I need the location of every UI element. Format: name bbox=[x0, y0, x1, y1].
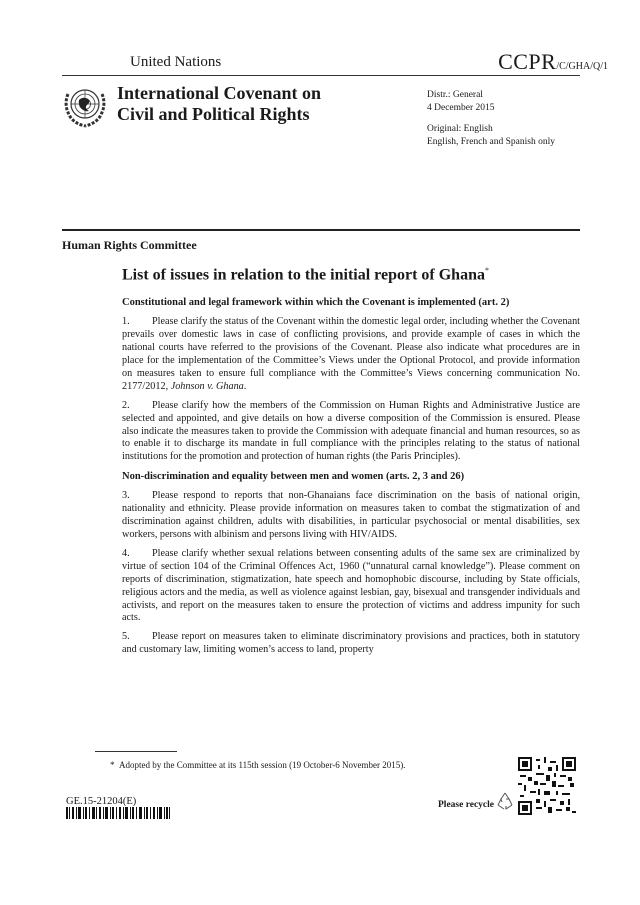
section-heading: Constitutional and legal framework within which the Covenant is implemented (art. 2) bbox=[122, 297, 510, 309]
document-body bbox=[122, 266, 580, 663]
paragraph: 1. Please clarify the status of the Covenant within the domestic legal order, including whether the Covenant prevails over domestic laws in case of conflicting provisions, and provide example of cases in which the national courts have referred to the provisions of the Covenant. Please also indicate what procedures are in place for the implementation of the Committee’s Views under the Optional Protocol, and provide information on measures taken to ensure full compliance with the Committee’s Views concerning communication No. 2177/2012, Johnson v. Ghana. bbox=[122, 316, 580, 392]
distribution: Distr.: General bbox=[427, 90, 483, 100]
original-language: Original: English bbox=[427, 124, 493, 134]
footnote: * Adopted by the Committee at its 115th session (19 October-6 November 2015). bbox=[110, 760, 406, 770]
job-number: GE.15-21204(E) bbox=[66, 796, 137, 807]
paragraph: 3. Please respond to reports that non-Ghanaians face discrimination on the basis of national origin, nationality and ethnicity. Please provide information on measures taken to combat the stigmatization of and discrimination against children, adults with disabilities, in particular psychosocial or mental disabilities, sex workers, persons with albinism and persons living with HIV/AIDS. bbox=[122, 490, 580, 541]
title-line-2: Civil and Political Rights bbox=[117, 104, 310, 124]
treaty-title bbox=[117, 83, 321, 125]
paragraph: 5. Please report on measures taken to eliminate discriminatory provisions and practices, both in statutory and customary law, limiting women’s access to land, property bbox=[122, 631, 580, 656]
qr-code-icon bbox=[518, 757, 576, 815]
paragraph: 4. Please clarify whether sexual relations between consenting adults of the same sex are criminalized by virtue of section 104 of the Criminal Offences Act, 1960 (“unnatural carnal knowledge”). Please comment on reports of discrimination, stigmatization, hate speech and homophobic discourse, including by State officials, religious actors and the media, as well as violence against lesbian, gay, bisexual and transgender individuals and activists, and report on the measures taken to ensure the protection of victims and address impunity for such acts. bbox=[122, 547, 580, 624]
barcode-icon bbox=[66, 807, 170, 819]
document-symbol bbox=[498, 49, 608, 75]
paragraph: 2. Please clarify how the members of the Commission on Human Rights and Administrative Justice are selected and appointed, and give details on how a diverse composition of the Commission is ensured. Please also indicate the measures taken to provide the Commission with adequate financial and human resources, so as to enable it to discharge its mandate in full compliance with the principles relating to the status of national institutions for the promotion and protection of human rights (the Paris Principles). bbox=[122, 399, 580, 463]
header-rule bbox=[62, 75, 580, 76]
symbol-main: CCPR bbox=[498, 49, 557, 74]
recycle-label: Please recycle bbox=[438, 800, 494, 810]
un-emblem-icon bbox=[60, 80, 110, 130]
date: 4 December 2015 bbox=[427, 102, 495, 113]
languages: English, French and Spanish only bbox=[427, 136, 555, 147]
organization-name: United Nations bbox=[130, 54, 222, 70]
footnote-rule bbox=[95, 751, 177, 752]
document-title: List of issues in relation to the initial report of Ghana* bbox=[122, 266, 489, 284]
section-heading: Non-discrimination and equality between men and women (arts. 2, 3 and 26) bbox=[122, 471, 465, 483]
document-metadata bbox=[427, 89, 555, 148]
committee-name: Human Rights Committee bbox=[62, 238, 197, 252]
section-rule bbox=[62, 229, 580, 231]
symbol-sub: /C/GHA/Q/1 bbox=[556, 61, 608, 72]
title-line-1: International Covenant on bbox=[117, 83, 322, 103]
footnote-marker: * bbox=[484, 266, 489, 275]
recycle-icon bbox=[494, 790, 516, 812]
